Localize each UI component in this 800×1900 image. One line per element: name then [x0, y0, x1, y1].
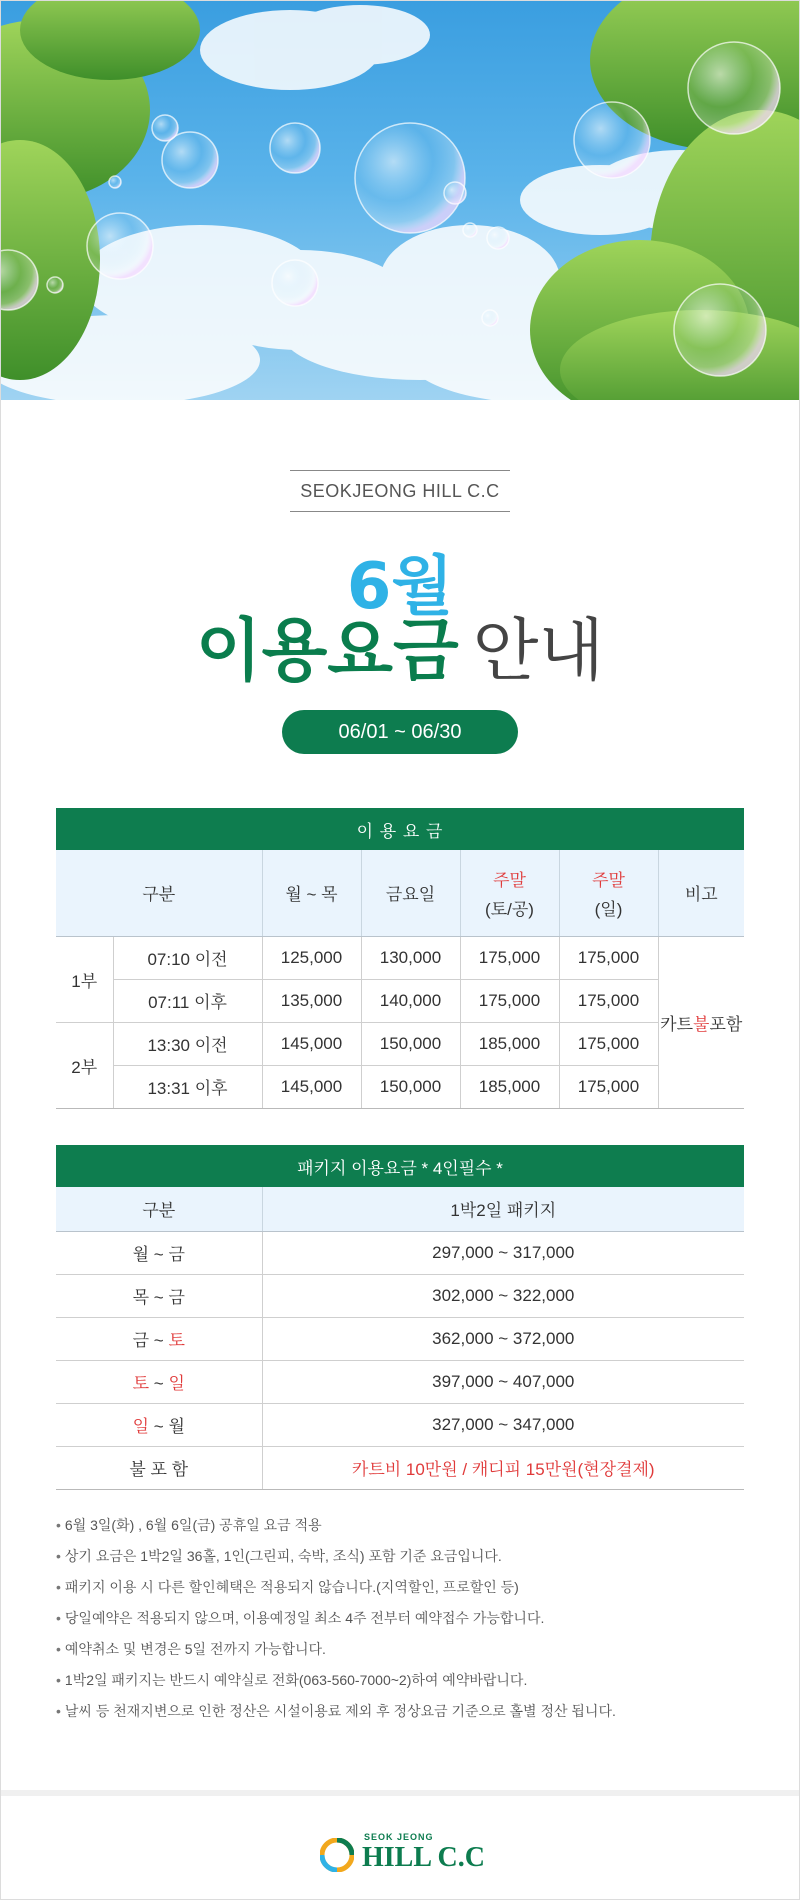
header-fri: 금요일: [361, 850, 460, 936]
time-cell: 07:10 이전: [113, 936, 262, 979]
period-badge: 06/01 ~ 06/30: [282, 710, 518, 754]
time-cell: 13:31 이후: [113, 1065, 262, 1108]
price-cell: 125,000: [262, 936, 361, 979]
brand-label: SEOKJEONG HILL C.C: [290, 470, 510, 512]
price-cell: 175,000: [559, 936, 658, 979]
day-from: 월: [132, 1245, 150, 1264]
pkg-header-category: 구분: [56, 1187, 262, 1231]
price-range-cell: 297,000 ~ 317,000: [262, 1231, 744, 1274]
logo-mark-icon: [320, 1838, 354, 1872]
table-row: [56, 979, 744, 1022]
day-from: 일: [132, 1417, 150, 1436]
excluded-label: 불 포 함: [56, 1446, 262, 1489]
note-item: • 날씨 등 천재지변으로 인한 정산은 시설이용료 제외 후 정상요금 기준으로 홀별 정산 됩니다.: [56, 1696, 756, 1727]
price-cell: 175,000: [559, 1022, 658, 1065]
hill-cc-logo: [320, 1832, 490, 1876]
price-cell: 150,000: [361, 1065, 460, 1108]
header-note: 비고: [658, 850, 744, 936]
hero-image: [0, 0, 800, 400]
day-to: 금: [168, 1245, 185, 1264]
title-light: 안내: [472, 612, 605, 691]
day-range-cell: [56, 1403, 262, 1446]
day-sep: ~: [149, 1374, 169, 1393]
pkg-header-package: 1박2일 패키지: [262, 1187, 744, 1231]
price-range-cell: 397,000 ~ 407,000: [262, 1360, 744, 1403]
title-bold: 이용요금: [195, 612, 459, 691]
table-row: [56, 1360, 744, 1403]
time-cell: 13:30 이전: [113, 1022, 262, 1065]
day-sep: ~: [149, 1331, 169, 1350]
day-to: 금: [168, 1288, 185, 1307]
day-to: 월: [168, 1417, 185, 1436]
day-sep: ~: [149, 1417, 169, 1436]
part-label: 1부: [56, 936, 113, 1022]
logo-small-text: SEOK JEONG: [364, 1832, 434, 1842]
note-text-post: 포함: [709, 1014, 743, 1034]
header-mon-thu: 월 ~ 목: [262, 850, 361, 936]
price-cell: 175,000: [559, 1065, 658, 1108]
rate-table: [56, 808, 744, 1109]
day-range-cell: [56, 1317, 262, 1360]
header-weekend-sat-top: 주말: [493, 870, 526, 890]
note-item: • 1박2일 패키지는 반드시 예약실로 전화(063-560-7000~2)하여 예약바랍니다.: [56, 1665, 756, 1696]
note-cell: [658, 936, 744, 1108]
day-range-cell: [56, 1231, 262, 1274]
price-range-cell: 362,000 ~ 372,000: [262, 1317, 744, 1360]
note-item: • 당일예약은 적용되지 않으며, 이용예정일 최소 4주 전부터 예약접수 가능합니다.: [56, 1603, 756, 1634]
price-cell: 145,000: [262, 1065, 361, 1108]
day-from: 목: [132, 1288, 150, 1307]
excluded-value: 카트비 10만원 / 캐디피 15만원(현장결제): [262, 1446, 744, 1489]
price-range-cell: 302,000 ~ 322,000: [262, 1274, 744, 1317]
rate-table-title: 이 용 요 금: [356, 821, 444, 841]
package-table: [56, 1145, 744, 1490]
package-table-title: 패키지 이용요금 * 4인필수 *: [297, 1158, 503, 1178]
day-range-cell: [56, 1360, 262, 1403]
header-weekend-sat-bottom: (토/공): [485, 899, 534, 919]
price-cell: 185,000: [460, 1065, 559, 1108]
part-label: 2부: [56, 1022, 113, 1108]
header-weekend-sun: [559, 850, 658, 936]
header-weekend-sat: [460, 850, 559, 936]
day-sep: ~: [149, 1245, 169, 1264]
price-cell: 175,000: [460, 979, 559, 1022]
note-item: • 예약취소 및 변경은 5일 전까지 가능합니다.: [56, 1634, 756, 1665]
table-row: [56, 1274, 744, 1317]
price-cell: 175,000: [460, 936, 559, 979]
table-row: [56, 1403, 744, 1446]
table-row: [56, 936, 744, 979]
sky-illustration: [0, 0, 800, 400]
month-heading: 6월: [346, 550, 454, 624]
price-cell: 135,000: [262, 979, 361, 1022]
page-title: [0, 612, 800, 692]
price-cell: 175,000: [559, 979, 658, 1022]
day-range-cell: [56, 1274, 262, 1317]
table-row: [56, 1231, 744, 1274]
logo-main-text: HILL C.C: [362, 1842, 485, 1873]
day-from: 금: [132, 1331, 150, 1350]
price-range-cell: 327,000 ~ 347,000: [262, 1403, 744, 1446]
header-weekend-sun-top: 주말: [592, 870, 625, 890]
footer: [0, 1790, 800, 1900]
price-cell: 140,000: [361, 979, 460, 1022]
price-cell: 145,000: [262, 1022, 361, 1065]
day-to: 일: [168, 1374, 185, 1393]
day-to: 토: [168, 1331, 185, 1350]
table-row: [56, 1065, 744, 1108]
price-cell: 150,000: [361, 1022, 460, 1065]
price-cell: 130,000: [361, 936, 460, 979]
notes-list: [56, 1510, 756, 1727]
header-category: 구분: [56, 850, 262, 936]
table-row: [56, 1317, 744, 1360]
note-text-pre: 카트: [660, 1014, 694, 1034]
note-text-red: 불: [693, 1014, 710, 1034]
time-cell: 07:11 이후: [113, 979, 262, 1022]
note-item: • 상기 요금은 1박2일 36홀, 1인(그린피, 숙박, 조식) 포함 기준 요금입니다.: [56, 1541, 756, 1572]
table-row: [56, 1022, 744, 1065]
price-cell: 185,000: [460, 1022, 559, 1065]
note-item: • 6월 3일(화) , 6월 6일(금) 공휴일 요금 적용: [56, 1510, 756, 1541]
table-row-excluded: [56, 1446, 744, 1489]
day-from: 토: [132, 1374, 150, 1393]
day-sep: ~: [149, 1288, 169, 1307]
note-item: • 패키지 이용 시 다른 할인혜택은 적용되지 않습니다.(지역할인, 프로할인 등): [56, 1572, 756, 1603]
header-weekend-sun-bottom: (일): [594, 899, 623, 919]
